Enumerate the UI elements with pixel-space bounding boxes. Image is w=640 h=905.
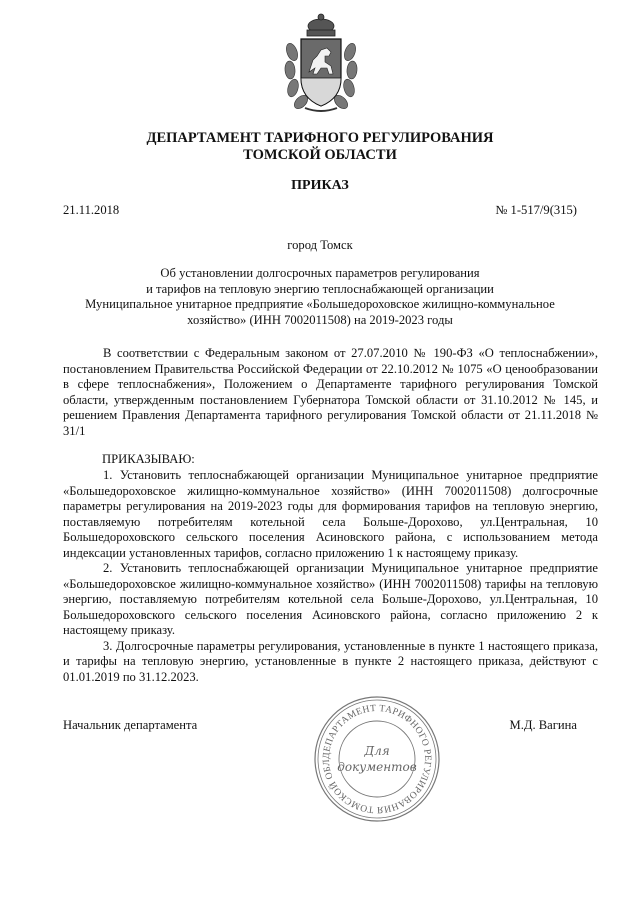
order-word: ПРИКАЗЫВАЮ: xyxy=(102,452,195,466)
order-items xyxy=(63,468,598,685)
subject-block xyxy=(0,266,640,328)
signature-name: М.Д. Вагина xyxy=(509,718,577,732)
tomsk-region-coat-of-arms-icon xyxy=(283,12,359,116)
department-name-line1: ДЕПАРТАМЕНТ ТАРИФНОГО РЕГУЛИРОВАНИЯ xyxy=(146,130,494,146)
document-date: 21.11.2018 xyxy=(63,203,120,217)
signature-position: Начальник департамента xyxy=(63,718,198,732)
subject-line: и тарифов на тепловую энергию теплоснабжающей организации xyxy=(146,281,494,296)
coat-of-arms-emblem xyxy=(283,12,359,116)
subject-line: Об установлении долгосрочных параметров регулирования xyxy=(160,266,480,280)
stamp-center-line2: документов xyxy=(337,760,417,774)
order-item-1: 1. Установить теплоснабжающей организации Муниципальное унитарное предприятие «Большедороховское жилищно-коммунальное хозяйство» (ИНН 7002011508) долгосрочные параметры регулирования на 2019-2023 годы для формирования тарифов на тепловую энергию, поставляемую потребителям котельной села Больше-Дорохово, ул.Центральная, 10 Большедороховского сельского поселения Асиновского района, с использованием метода индексации установленных тарифов, согласно приложению 1 к настоящему приказу. xyxy=(63,468,598,560)
preamble-paragraph xyxy=(63,346,598,439)
order-item-3: 3. Долгосрочные параметры регулирования, установленные в пункте 1 настоящего приказа, и тарифы на тепловую энергию, установленные в пункте 2 настоящего приказа, действуют с 01.01.2019 по 31.12.2023. xyxy=(63,638,598,684)
subject-line: хозяйство» (ИНН 7002011508) на 2019-2023 годы xyxy=(187,312,453,327)
document-type-title: ПРИКАЗ xyxy=(291,178,349,193)
city-line: город Томск xyxy=(287,238,353,252)
department-name-line2: ТОМСКОЙ ОБЛАСТИ xyxy=(243,147,397,163)
document-number: № 1-517/9(315) xyxy=(495,203,577,217)
preamble-text: В соответствии с Федеральным законом от 27.07.2010 № 190-ФЗ «О теплоснабжении», постановлением Правительства Российской Федерации от 22.10.2012 № 1075 «О ценообразовании в сфере теплоснабжения», Положением о Департаменте тарифного регулирования Томской области, утвержденным постановлением Губернатора Томской области от 31.10.2012 № 145, и решением Правления Департамента тарифного регулирования Томской области от 21.11.2018 № 31/1 xyxy=(63,346,598,438)
subject-line: Муниципальное унитарное предприятие «Большедороховское жилищно-коммунальное xyxy=(85,297,555,311)
official-stamp xyxy=(313,695,441,823)
stamp-ring-text: ДЕПАРТАМЕНТ ТАРИФНОГО РЕГУЛИРОВАНИЯ ТОМСКОЙ ОБЛ xyxy=(320,702,434,816)
order-item-2: 2. Установить теплоснабжающей организации Муниципальное унитарное предприятие «Большедороховское жилищно-коммунальное хозяйство» (ИНН 7002011508) тарифы на тепловую энергию, поставляемую потребителям котельной села Больше-Дорохово, ул.Центральная, 10 Большедороховского сельского поселения Асиновского района, согласно приложению 2 к настоящему приказу. xyxy=(63,561,598,637)
stamp-center-line1: Для xyxy=(364,744,390,758)
